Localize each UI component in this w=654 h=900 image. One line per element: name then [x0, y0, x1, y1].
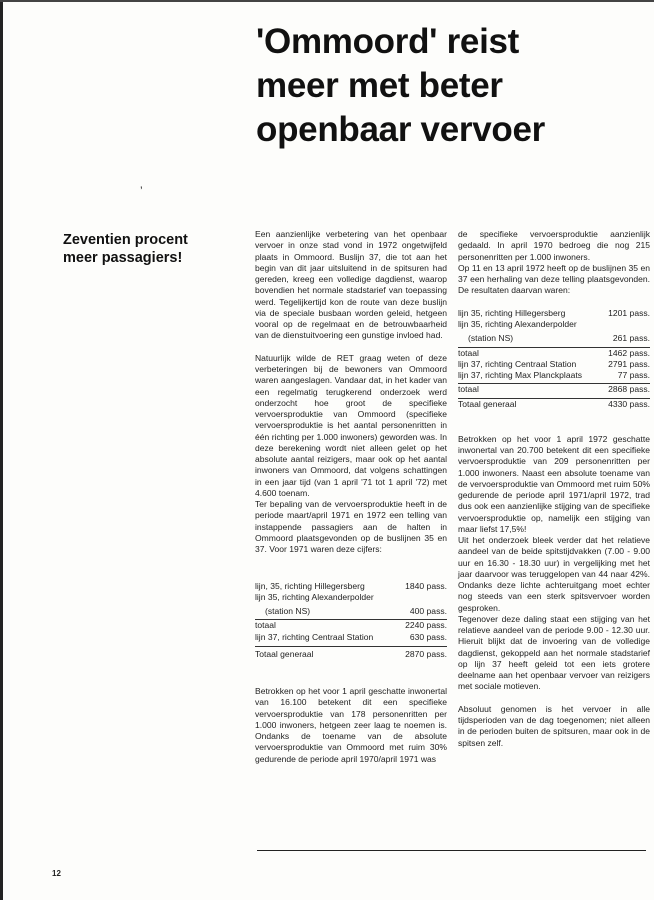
table-cell-label: totaal — [255, 620, 276, 631]
table-cell-value: 4330 pass. — [608, 398, 650, 409]
passenger-table-1972 — [458, 308, 650, 410]
table-cell-value: 261 pass. — [612, 333, 650, 344]
title-line-1: 'Ommoord' reist — [256, 22, 520, 61]
table-cell-value: 1840 pass. — [405, 580, 447, 591]
subtitle — [63, 231, 233, 267]
table-row — [255, 606, 447, 617]
table-cell-label: totaal — [458, 384, 479, 395]
table-row — [458, 333, 650, 344]
column-1 — [255, 229, 447, 776]
paragraph: Natuurlijk wilde de RET graag weten of deze verbeteringen bij de bewoners van Ommoord waren aangeslagen. Vandaar dat, in het kader van een regelmatig terugkerend onderzoek werd onderzocht hoe groot de specifieke vervoersproduktie van Ommoord (specifieke vervoersproduktie is het aantal personenritten in één richting per 1.000 inwoners) geworden was. In deze berekening wordt niet alleen gelet op het absolute aantal reizigers, maar ook op het aantal inwoners van Ommoord, dat volgens schattingen in een jaar tijd (van 1 april '71 tot 1 april '72) met 4.600 toenam. — [255, 352, 447, 498]
table-row — [458, 370, 650, 381]
table-cell-label: lijn 35, richting Alexanderpolder — [255, 591, 374, 602]
table-row — [458, 359, 650, 370]
table-cell-value: 1462 pass. — [608, 347, 650, 358]
table-row — [255, 581, 447, 592]
table-cell-value: 630 pass. — [409, 631, 447, 642]
table-cell-label: lijn 35, richting Alexanderpolder — [458, 319, 577, 329]
table-row — [458, 347, 650, 359]
table-cell-label: lijn 37, richting Max Planckplaats — [458, 370, 582, 380]
table-row — [458, 383, 650, 395]
paragraph: Uit het onderzoek bleek verder dat het relatieve aandeel van de beide spitstijdvakken (7.00 - 9.00 uur en 16.30 - 18.30 uur) in vergelijking met het jaar daarvoor was teruggelopen van 44 naar 42%. Ondanks deze lichte achteruitgang moet echter nog steeds van een sterk spitsvervoer worden gesproken. — [458, 535, 650, 613]
page-edge-top — [0, 0, 654, 2]
paragraph: Ter bepaling van de vervoersproduktie heeft in de periode maart/april 1971 en 1972 een telling van instappende passagiers aan de halten in Ommoord plaatsgevonden op de buslijnen 35 en 37. Voor 1971 waren deze cijfers: — [255, 499, 447, 554]
table-row — [458, 398, 650, 410]
table-cell-value: 2870 pass. — [405, 648, 447, 659]
table-row — [255, 619, 447, 631]
paragraph: Betrokken op het voor 1 april geschatte inwonertal van 16.100 betekent dit een specifieke vervoersproduktie van 178 personenritten per 1.000 inwoners, hetgeen zeer laag te noemen is. Ondanks de toename van de absolute vervoersproduktie van Ommoord met ruim 30% gedurende de periode april 1970/april 1971 was — [255, 686, 447, 764]
table-cell-label: lijn 35, richting Hillegersberg — [458, 307, 566, 318]
paragraph: Absoluut genomen is het vervoer in alle tijdsperioden van de dag toegenomen; niet alleen in de perioden buiten de spitsuren, maar ook in de spitsen zelf. — [458, 703, 650, 748]
table-cell-label: lijn 37, richting Centraal Station — [255, 631, 374, 642]
table-row — [458, 308, 650, 319]
passenger-table-1971 — [255, 581, 447, 661]
footer-rule — [257, 850, 646, 851]
table-cell-label: (station NS) — [468, 333, 514, 344]
paragraph: Op 11 en 13 april 1972 heeft op de buslijnen 35 en 37 een herhaling van deze telling plaatsgevonden. De resultaten daarvan waren: — [458, 262, 650, 296]
table-cell-label: Totaal generaal — [458, 398, 517, 409]
table-cell-label: totaal — [458, 347, 479, 358]
paragraph: Tegenover deze daling staat een stijging van het relatieve aandeel van de periode 9.00 - 12.30 uur. Hieruit blijkt dat de invoering van de volledige dagdienst, gekoppeld aan het normale stadstarief op lijn 37 heeft geleid tot een iets grotere deelname aan het openbaar vervoer van reizigers met sociale motieven. — [458, 613, 650, 692]
subtitle-line-1: Zeventien procent — [63, 232, 188, 248]
table-cell-label: (station NS) — [265, 606, 311, 616]
table-cell-value: 400 pass. — [409, 606, 447, 616]
page-edge-left — [0, 0, 3, 900]
table-cell-label: lijn, 35, richting Hillegersberg — [255, 580, 365, 591]
table-cell-value: 2240 pass. — [405, 620, 447, 631]
table-cell-label: Totaal generaal — [255, 648, 314, 659]
subtitle-line-2: meer passagiers! — [63, 250, 183, 266]
page-number: 12 — [52, 869, 61, 878]
title-line-2: meer met beter — [256, 66, 503, 105]
table-row — [255, 592, 447, 603]
table-cell-label: lijn 37, richting Centraal Station — [458, 358, 577, 369]
table-row — [255, 632, 447, 643]
stray-mark: ’ — [140, 184, 143, 198]
paragraph: de specifieke vervoersproduktie aanzienlijk gedaald. In april 1970 bedroeg die nog 215 personenritten per 1.000 inwoners. — [458, 229, 650, 262]
table-row — [458, 319, 650, 330]
table-cell-value: 2791 pass. — [608, 358, 650, 369]
page-title — [256, 20, 646, 152]
paragraph: Betrokken op het voor 1 april 1972 geschatte inwonertal van 20.700 betekent dit een specifieke vervoersproduktie van 209 personenritten per 1.000 inwoners. Naast een absolute toename van de vervoersproduktie van Ommoord met ruim 50% gedurende de periode april 1971/april 1972, trad dus ook een aanzienlijke stijging van de specifieke vervoersproduktie op, namelijk een stijging van maar liefst 17,5%! — [458, 433, 650, 534]
table-cell-value: 1201 pass. — [608, 307, 650, 318]
title-line-3: openbaar vervoer — [256, 110, 545, 149]
column-2 — [458, 229, 650, 760]
table-row — [255, 646, 447, 660]
table-cell-value: 77 pass. — [617, 370, 650, 380]
paragraph: Een aanzienlijke verbetering van het openbaar vervoer in onze stad vond in 1972 ongetwijfeld plaats in Ommoord. Buslijn 37, die tot aan het begin van dit jaar uitsluitend in de spitsuren had gereden, kreeg een volledige dagdienst, waarop bovendien het normale stadstarief van toepassing werd. Tegelijkertijd kon de route van deze buslijn via de speciale busbaan worden geleid, hetgeen vooral op de regelmaat en de betrouwbaarheid van de dienstuitvoering een gunstige invloed had. — [255, 229, 447, 341]
table-cell-value: 2868 pass. — [608, 384, 650, 395]
